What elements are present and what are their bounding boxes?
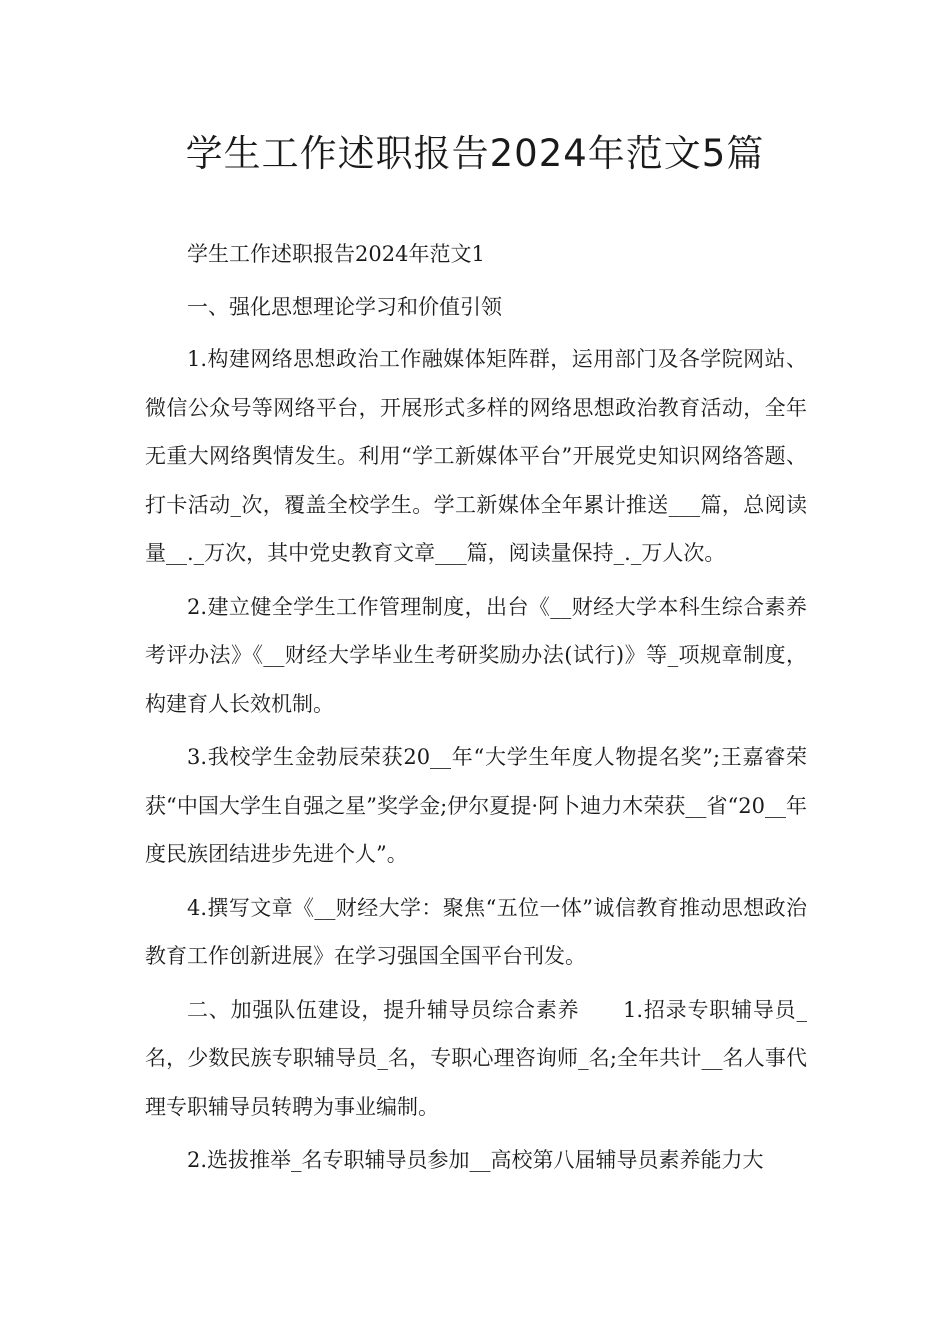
document-body xyxy=(145,230,807,1190)
paragraph-1: 1.构建网络思想政治工作融媒体矩阵群，运用部门及各学院网站、微信公众号等网络平台，开展形式多样的网络思想政治教育活动，全年无重大网络舆情发生。利用“学工新媒体平台”开展党史知识网络答题、打卡活动_次，覆盖全校学生。学工新媒体全年累计推送___篇，总阅读量__._万次，其中党史教育文章___篇，阅读量保持_._万人次。 xyxy=(145,347,807,565)
paragraph-2: 2.建立健全学生工作管理制度，出台《__财经大学本科生综合素养考评办法》《__财经大学毕业生考研奖励办法(试行)》等_项规章制度，构建育人长效机制。 xyxy=(145,594,807,716)
paragraph-3: 3.我校学生金勃辰荣获20__年“大学生年度人物提名奖”;王嘉睿荣获“中国大学生自强之星”奖学金;伊尔夏提·阿卜迪力木荣获__省“20__年度民族团结进步先进个人”。 xyxy=(145,745,807,866)
document-title: 学生工作述职报告2024年范文5篇 xyxy=(185,132,765,175)
paragraph-6: 2.选拔推举_名专职辅导员参加__高校第八届辅导员素养能力大 xyxy=(187,1148,764,1172)
paragraph-5: 二、加强队伍建设，提升辅导员综合素养 1.招录专职辅导员_名，少数民族专职辅导员_名，专职心理咨询师_名;全年共计__名人事代理专职辅导员转聘为事业编制。 xyxy=(145,997,807,1119)
section-subtitle: 学生工作述职报告2024年范文1 xyxy=(187,242,485,266)
paragraph-4: 4.撰写文章《__财经大学：聚焦“五位一体”诚信教育推动思想政治教育工作创新进展》在学习强国全国平台刊发。 xyxy=(145,895,807,968)
section-heading-1: 一、强化思想理论学习和价值引领 xyxy=(187,294,502,319)
